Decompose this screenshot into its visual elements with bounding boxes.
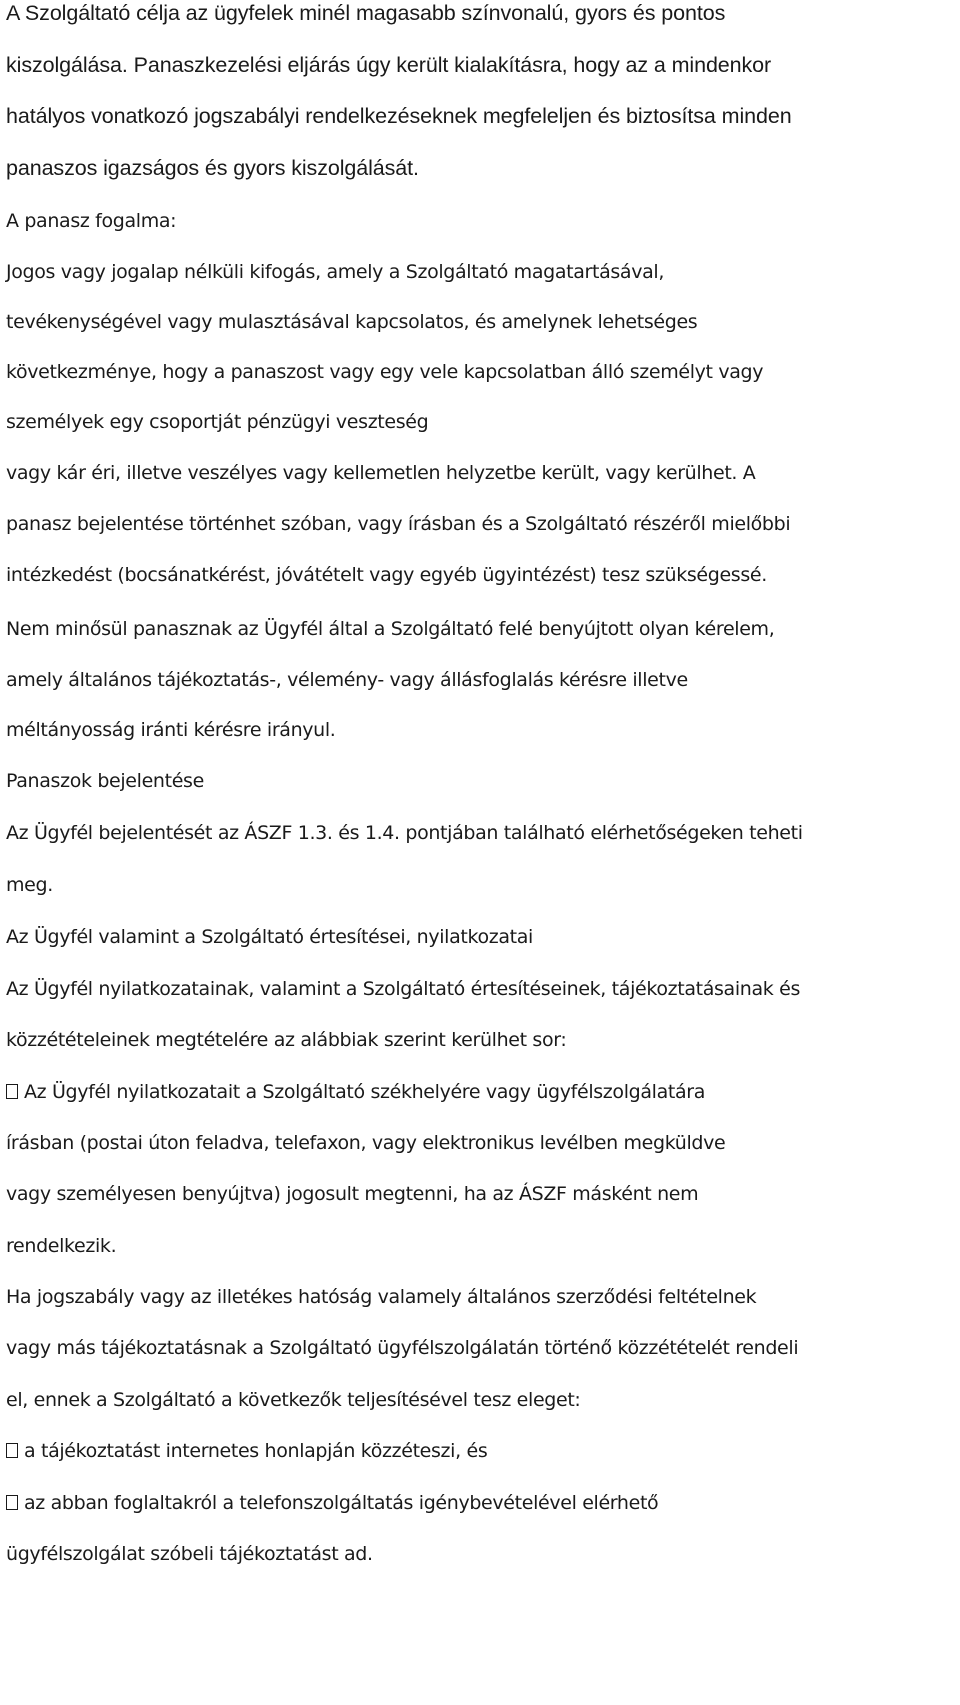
paragraph-line: írásban (postai úton feladva, telefaxon, vagy elektronikus levélben megküldve <box>6 1132 726 1154</box>
bullet-text: az abban foglaltakról a telefonszolgáltatás igénybevételével elérhető <box>24 1492 659 1514</box>
paragraph-line: intézkedést (bocsánatkérést, jóvátételt vagy egyéb ügyintézést) tesz szükségessé. <box>6 564 767 586</box>
paragraph-line: Nem minősül panasznak az Ügyfél által a Szolgáltató felé benyújtott olyan kérelem, <box>6 618 775 640</box>
paragraph-line: kiszolgálása. Panaszkezelési eljárás úgy került kialakításra, hogy az a mindenkor <box>6 53 772 77</box>
paragraph-line: panasz bejelentése történhet szóban, vagy írásban és a Szolgáltató részéről mielőbbi <box>6 513 791 535</box>
paragraph-line: meg. <box>6 874 53 896</box>
paragraph-line: el, ennek a Szolgáltató a következők teljesítésével tesz eleget: <box>6 1389 581 1411</box>
paragraph-line: amely általános tájékoztatás-, vélemény- vagy állásfoglalás kérésre illetve <box>6 669 688 691</box>
bullet-item <box>6 1494 658 1513</box>
paragraph-line: következménye, hogy a panaszost vagy egy vele kapcsolatban álló személyt vagy <box>6 361 764 383</box>
paragraph-line: hatályos vonatkozó jogszabályi rendelkezéseknek megfeleljen és biztosítsa minden <box>6 104 792 128</box>
bullet-text: Az Ügyfél nyilatkozatait a Szolgáltató székhelyére vagy ügyfélszolgálatára <box>24 1081 706 1103</box>
paragraph-line: tevékenységével vagy mulasztásával kapcsolatos, és amelynek lehetséges <box>6 311 698 333</box>
paragraph-line: rendelkezik. <box>6 1235 117 1257</box>
paragraph-line: A Szolgáltató célja az ügyfelek minél magasabb színvonalú, gyors és pontos <box>6 1 726 25</box>
bullet-text: a tájékoztatást internetes honlapján közzéteszi, és <box>24 1440 488 1462</box>
paragraph-line: panaszos igazságos és gyors kiszolgálását. <box>6 156 419 180</box>
bullet-box-icon <box>6 1495 18 1510</box>
paragraph-line: közzétételeinek megtételére az alábbiak szerint kerülhet sor: <box>6 1029 567 1051</box>
section-heading: A panasz fogalma: <box>6 210 177 232</box>
bullet-item <box>6 1442 487 1461</box>
paragraph-line: vagy más tájékoztatásnak a Szolgáltató ügyfélszolgálatán történő közzétételét rendeli <box>6 1337 799 1359</box>
paragraph-line: Az Ügyfél bejelentését az ÁSZF 1.3. és 1.4. pontjában található elérhetőségeken teheti <box>6 822 803 844</box>
bullet-box-icon <box>6 1443 18 1458</box>
paragraph-line: vagy kár éri, illetve veszélyes vagy kellemetlen helyzetbe került, vagy kerülhet. A <box>6 462 756 484</box>
paragraph-line: méltányosság iránti kérésre irányul. <box>6 719 336 741</box>
paragraph-line: személyek egy csoportját pénzügyi veszteség <box>6 411 429 433</box>
paragraph-line: Ha jogszabály vagy az illetékes hatóság valamely általános szerződési feltételnek <box>6 1286 757 1308</box>
paragraph-line: Jogos vagy jogalap nélküli kifogás, amely a Szolgáltató magatartásával, <box>6 261 665 283</box>
paragraph-line: vagy személyesen benyújtva) jogosult megtenni, ha az ÁSZF másként nem <box>6 1183 699 1205</box>
bullet-box-icon <box>6 1084 18 1099</box>
paragraph-line: ügyfélszolgálat szóbeli tájékoztatást ad. <box>6 1543 373 1565</box>
section-heading: Panaszok bejelentése <box>6 770 204 792</box>
paragraph-line: Az Ügyfél nyilatkozatainak, valamint a Szolgáltató értesítéseinek, tájékoztatásainak és <box>6 978 800 1000</box>
section-heading: Az Ügyfél valamint a Szolgáltató értesítései, nyilatkozatai <box>6 926 533 948</box>
bullet-item <box>6 1083 705 1102</box>
